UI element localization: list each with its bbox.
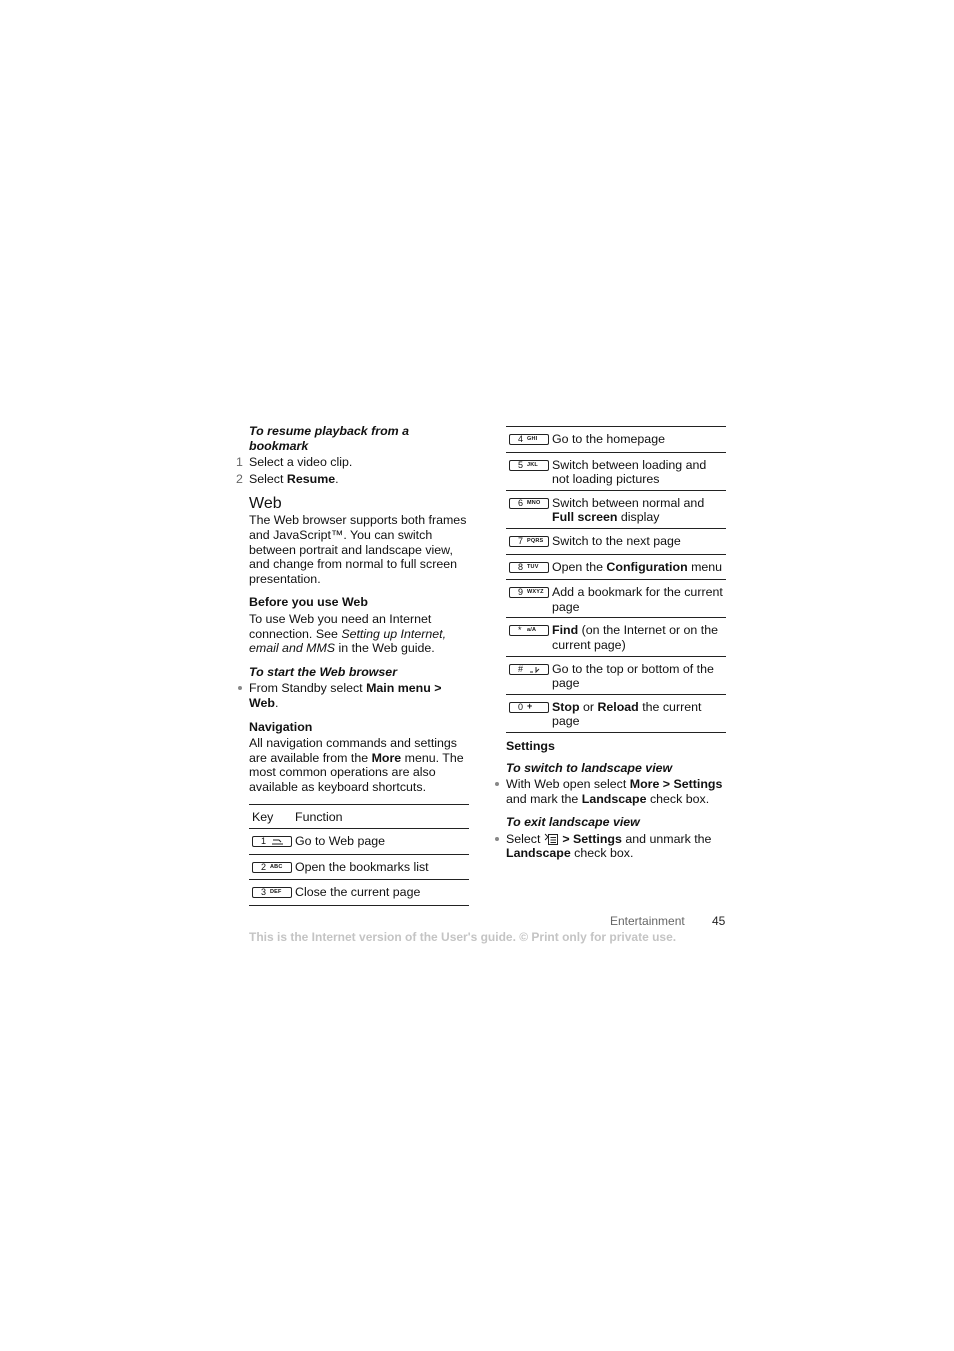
key-5-icon bbox=[509, 460, 549, 471]
exit-text-post: check box. bbox=[570, 846, 634, 861]
settings-term: Settings bbox=[673, 777, 723, 792]
function-text: Go to the homepage bbox=[552, 427, 726, 453]
menu-icon bbox=[544, 833, 559, 845]
function-text: Go to Web page bbox=[295, 829, 469, 855]
step-number: 2 bbox=[236, 471, 243, 486]
landscape-term: Landscape bbox=[506, 846, 571, 861]
landscape-text-post: check box. bbox=[646, 791, 710, 806]
settings-heading: Settings bbox=[506, 738, 555, 753]
step-2 bbox=[236, 471, 469, 487]
before-text-post: in the Web guide. bbox=[335, 641, 435, 656]
start-text-post: . bbox=[274, 695, 279, 710]
function-text-pre: Open the bbox=[552, 559, 607, 574]
function-text: Go to the top or bottom of the page bbox=[552, 656, 726, 694]
function-text-pre: Switch between normal and bbox=[552, 495, 705, 510]
table-row bbox=[506, 580, 726, 618]
function-text-mid: or bbox=[579, 699, 598, 714]
table-row bbox=[506, 618, 726, 656]
function-text-post: the current page bbox=[552, 699, 702, 729]
configuration-term: Configuration bbox=[606, 559, 688, 574]
function-text-post: menu bbox=[687, 559, 723, 574]
start-heading: To start the Web browser bbox=[249, 664, 398, 679]
key-digit: 5 bbox=[518, 459, 524, 470]
left-column bbox=[236, 424, 469, 906]
function-text-post: (on the Internet or on the current page) bbox=[552, 623, 718, 652]
table-row bbox=[249, 880, 469, 906]
function-text bbox=[552, 618, 726, 656]
full-screen-term: Full screen bbox=[552, 510, 618, 525]
section-title-web: Web bbox=[249, 495, 282, 513]
start-bullet bbox=[249, 681, 469, 710]
key-digit: 2 bbox=[261, 861, 267, 872]
function-column-header: Function bbox=[295, 805, 469, 829]
function-text bbox=[552, 554, 726, 580]
settings-term: Settings bbox=[573, 831, 622, 846]
navigation-heading: Navigation bbox=[249, 719, 313, 734]
page-number: 45 bbox=[712, 914, 726, 928]
start-text: From Standby select bbox=[249, 681, 367, 696]
setting-up-reference: Setting up Internet, email and MMS bbox=[249, 626, 447, 656]
more-term: More bbox=[629, 777, 660, 792]
shortcut-table-left bbox=[249, 804, 469, 905]
exit-bullet bbox=[506, 832, 726, 861]
key-letters: MNO bbox=[527, 499, 541, 506]
function-text: Switch to the next page bbox=[552, 528, 726, 554]
separator: > bbox=[659, 777, 674, 792]
table-row bbox=[506, 452, 726, 490]
separator: > bbox=[430, 681, 442, 696]
key-digit: 8 bbox=[518, 561, 524, 572]
key-digit: 3 bbox=[261, 887, 267, 898]
key-digit: * bbox=[518, 625, 522, 636]
key-hash-icon bbox=[509, 664, 549, 675]
key-letters: DEF bbox=[270, 889, 282, 896]
key-2-icon bbox=[252, 862, 292, 873]
step-text-pre: Select bbox=[249, 471, 287, 486]
main-menu-term: Main menu bbox=[366, 681, 431, 696]
find-term: Find bbox=[552, 623, 579, 638]
function-text: Switch between loading and not loading pictures bbox=[552, 452, 726, 490]
key-letters: PQRS bbox=[527, 537, 544, 544]
web-intro-paragraph: The Web browser supports both frames and JavaScript™. You can switch between portrait and landscape view, and change from normal to full screen presentation. bbox=[249, 513, 467, 586]
landscape-bullet bbox=[506, 777, 726, 806]
more-term: More bbox=[371, 750, 402, 765]
key-4-icon bbox=[509, 434, 549, 445]
exit-text: Select bbox=[506, 831, 544, 846]
right-column bbox=[506, 426, 726, 861]
step-number: 1 bbox=[236, 455, 243, 470]
key-star-icon bbox=[509, 625, 549, 636]
key-letters: TUV bbox=[527, 563, 539, 570]
function-text: Add a bookmark for the current page bbox=[552, 580, 726, 618]
reload-term: Reload bbox=[597, 699, 639, 714]
table-row bbox=[506, 427, 726, 453]
key-digit: 1 bbox=[261, 836, 267, 847]
function-text: Open the bookmarks list bbox=[295, 854, 469, 880]
web-term: Web bbox=[249, 695, 275, 710]
step-1 bbox=[236, 455, 469, 470]
function-text: Close the current page bbox=[295, 880, 469, 906]
table-row bbox=[506, 656, 726, 694]
key-digit: # bbox=[518, 663, 524, 674]
before-paragraph bbox=[249, 612, 469, 656]
navigation-paragraph bbox=[249, 736, 469, 794]
key-0-icon bbox=[509, 702, 549, 713]
table-row bbox=[249, 854, 469, 880]
resume-heading: To resume playback from a bookmark bbox=[249, 424, 409, 453]
key-7-icon bbox=[509, 536, 549, 547]
function-text-post: display bbox=[617, 510, 660, 525]
voicemail-icon bbox=[271, 838, 285, 846]
function-text bbox=[552, 490, 726, 528]
key-digit: 0 bbox=[518, 701, 524, 712]
silent-icon bbox=[528, 666, 542, 674]
table-row bbox=[506, 490, 726, 528]
exit-text-mid: and unmark the bbox=[621, 831, 712, 846]
nav-text-post: menu. The most common operations are also available as keyboard shortcuts. bbox=[249, 750, 464, 794]
key-letters: JKL bbox=[527, 461, 538, 468]
key-8-icon bbox=[509, 562, 549, 573]
exit-heading: To exit landscape view bbox=[506, 815, 640, 830]
table-row bbox=[506, 694, 726, 732]
table-row bbox=[506, 528, 726, 554]
stop-term: Stop bbox=[552, 699, 580, 714]
key-3-icon bbox=[252, 887, 292, 898]
separator: > bbox=[558, 831, 574, 846]
key-digit: 9 bbox=[518, 587, 524, 598]
landscape-heading: To switch to landscape view bbox=[506, 760, 673, 775]
shortcut-table-right bbox=[506, 426, 726, 733]
footer-disclaimer: This is the Internet version of the User's guide. © Print only for private use. bbox=[249, 930, 677, 944]
key-9-icon bbox=[509, 587, 549, 598]
nav-text: All navigation commands and settings are available from the bbox=[249, 736, 458, 765]
resume-menu-term: Resume bbox=[286, 471, 336, 486]
landscape-text-mid: and mark the bbox=[506, 791, 582, 806]
step-text: Select a video clip. bbox=[249, 455, 353, 470]
table-header-row bbox=[249, 805, 469, 829]
footer-section-name: Entertainment bbox=[610, 914, 685, 928]
key-letters: a/A bbox=[527, 627, 537, 634]
step-text-post: . bbox=[335, 471, 339, 486]
table-row bbox=[249, 829, 469, 855]
function-text bbox=[552, 694, 726, 732]
key-letters: GHI bbox=[527, 436, 538, 442]
key-letters: WXYZ bbox=[527, 589, 544, 596]
key-6-icon bbox=[509, 498, 549, 509]
key-digit: 7 bbox=[518, 535, 524, 546]
landscape-term: Landscape bbox=[581, 791, 647, 806]
key-digit: 4 bbox=[518, 434, 524, 444]
table-row bbox=[506, 554, 726, 580]
key-1-icon bbox=[252, 836, 292, 847]
before-text: To use Web you need an Internet connection. See bbox=[249, 611, 432, 641]
landscape-text: With Web open select bbox=[506, 777, 630, 792]
key-letters: ABC bbox=[270, 863, 283, 870]
key-column-header: Key bbox=[249, 805, 295, 829]
key-digit: 6 bbox=[518, 497, 524, 508]
before-heading: Before you use Web bbox=[249, 595, 368, 610]
key-letters: + bbox=[527, 700, 533, 711]
